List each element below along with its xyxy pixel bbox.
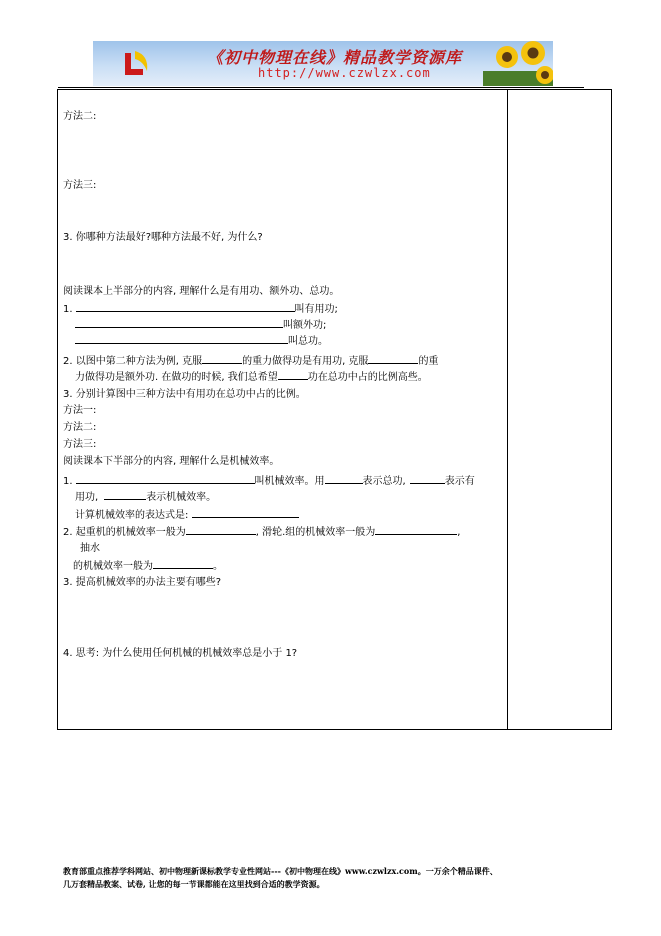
blank-crane-efficiency[interactable] bbox=[186, 524, 256, 535]
extra-work-text: 叫额外功; bbox=[283, 320, 327, 331]
blank-total-work[interactable] bbox=[75, 333, 288, 344]
efficiency-line-3 bbox=[63, 524, 460, 539]
e2-text-e: 的机械效率一般为 bbox=[73, 561, 153, 572]
total-work-text: 叫总功。 bbox=[288, 336, 328, 347]
formula-text: 计算机械效率的表达式是: bbox=[75, 510, 189, 521]
e1-text-b: 表示总功, bbox=[362, 476, 406, 487]
e1-text-a: 叫机械效率。用 bbox=[254, 476, 325, 487]
blank-efficiency-symbol[interactable] bbox=[104, 489, 146, 500]
item-number: 1. bbox=[63, 476, 73, 487]
p2-text-e: 功在总功中占的比例高些。 bbox=[307, 372, 428, 383]
column-divider bbox=[507, 90, 508, 729]
blank-pump-efficiency[interactable] bbox=[153, 558, 213, 569]
banner-url[interactable]: http://www.czwlzx.com bbox=[258, 66, 431, 80]
p2-text-b: 的重力做得功是有用功, 克服 bbox=[242, 356, 369, 367]
worksheet-table bbox=[57, 89, 612, 730]
question-3: 3. 你哪种方法最好?哪种方法最不好, 为什么? bbox=[63, 232, 263, 243]
blank-formula[interactable] bbox=[192, 507, 299, 518]
e2-text-c: , bbox=[457, 527, 461, 538]
e1-text-c: 表示有 bbox=[444, 476, 475, 487]
header-banner bbox=[93, 41, 553, 86]
sunflower-icon bbox=[483, 41, 553, 86]
paragraph-2-line-2 bbox=[75, 369, 428, 384]
calc-method-2: 方法二: bbox=[63, 422, 97, 433]
pump-label: 抽水 bbox=[80, 543, 100, 554]
site-logo-icon bbox=[119, 47, 153, 81]
efficiency-question-4: 4. 思考: 为什么使用任何机械的机械效率总是小于 1? bbox=[63, 648, 298, 659]
footer-line-2: 几万套精品教案、试卷, 让您的每一节课都能在这里找到合适的教学资源。 bbox=[63, 879, 325, 889]
e1-text-e: 表示机械效率。 bbox=[146, 492, 217, 503]
blank-work-type[interactable] bbox=[278, 369, 308, 380]
blank-efficiency-def[interactable] bbox=[76, 473, 255, 484]
p2-text-c: 的重 bbox=[418, 356, 439, 367]
blank-extra-work[interactable] bbox=[75, 317, 283, 328]
header-rule bbox=[58, 87, 584, 88]
blank-total-symbol[interactable] bbox=[325, 473, 363, 484]
paragraph-3: 3. 分别计算图中三种方法中有用功在总功中占的比例。 bbox=[63, 389, 306, 400]
efficiency-line-4 bbox=[73, 558, 223, 573]
definition-line-2 bbox=[75, 317, 326, 332]
blank-useful-work[interactable] bbox=[76, 301, 295, 312]
method-2-label: 方法二: bbox=[63, 111, 97, 122]
blank-useful-object[interactable] bbox=[202, 353, 242, 364]
e2-text-b: , 滑轮.组的机械效率一般为 bbox=[255, 527, 376, 538]
item-number: 1. bbox=[63, 304, 73, 315]
useful-work-text: 叫有用功; bbox=[294, 304, 338, 315]
blank-pulley-efficiency[interactable] bbox=[375, 524, 457, 535]
formula-line bbox=[75, 507, 299, 522]
banner-title: 《初中物理在线》精品教学资源库 bbox=[207, 48, 463, 67]
e1-text-d: 用功, bbox=[75, 492, 99, 503]
reading-instruction-2: 阅读课本下半部分的内容, 理解什么是机械效率。 bbox=[63, 456, 280, 467]
definition-line-1 bbox=[63, 301, 338, 316]
p2-text-a: 2. 以图中第二种方法为例, 克服 bbox=[63, 356, 203, 367]
method-3-label: 方法三: bbox=[63, 180, 97, 191]
efficiency-line-2 bbox=[75, 489, 216, 504]
blank-extra-object[interactable] bbox=[368, 353, 418, 364]
efficiency-line-1 bbox=[63, 473, 475, 488]
paragraph-2-line-1 bbox=[63, 353, 438, 368]
definition-line-3 bbox=[75, 333, 328, 348]
p2-text-d: 力做得功是额外功. 在做功的时候, 我们总希望 bbox=[75, 372, 278, 383]
e2-text-a: 2. 起重机的机械效率一般为 bbox=[63, 527, 186, 538]
e2-text-f: 。 bbox=[213, 561, 223, 572]
calc-method-1: 方法一: bbox=[63, 405, 97, 416]
reading-instruction-1: 阅读课本上半部分的内容, 理解什么是有用功、额外功、总功。 bbox=[63, 286, 340, 297]
footer-line-1: 教育部重点推荐学科网站、初中物理新课标教学专业性网站---《初中物理在线》www.czwlzx.com。一万余个精品课件、 bbox=[63, 866, 498, 876]
calc-method-3: 方法三: bbox=[63, 439, 97, 450]
blank-useful-symbol[interactable] bbox=[410, 473, 445, 484]
efficiency-question-3: 3. 提高机械效率的办法主要有哪些? bbox=[63, 577, 222, 588]
